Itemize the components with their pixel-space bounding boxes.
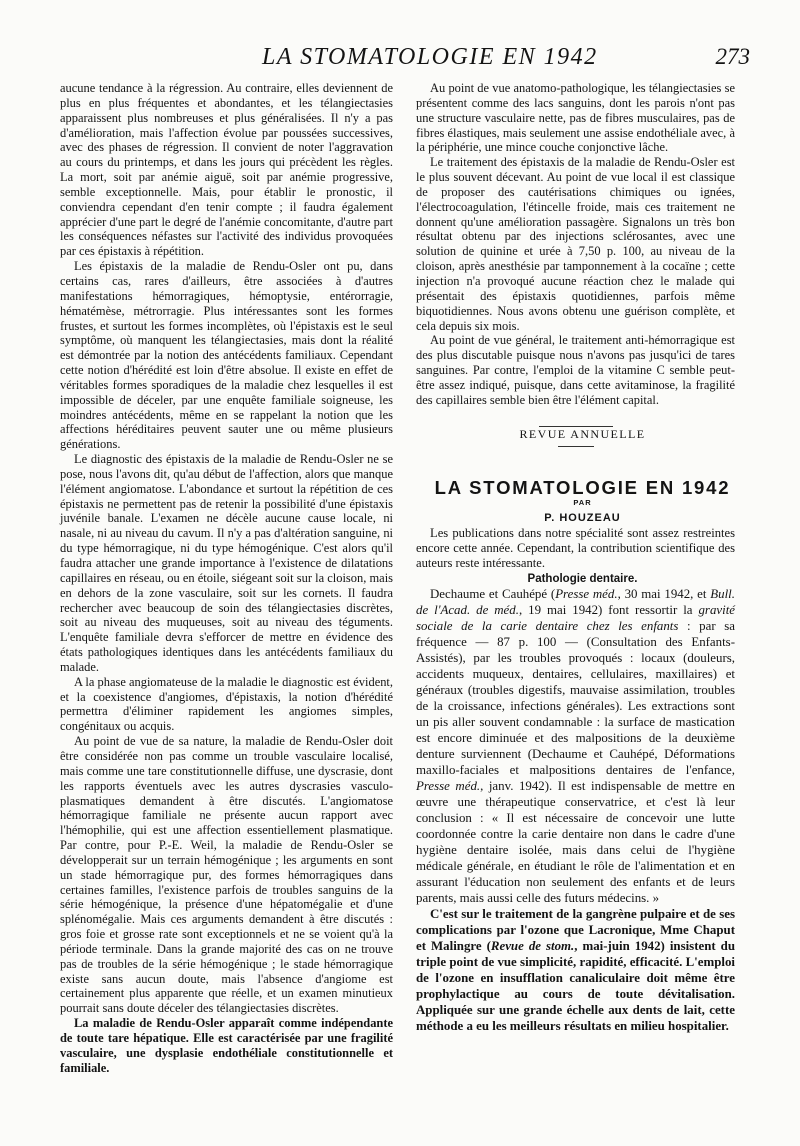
text-run: C'est sur le traitement de la gangrène pulpaire et de ses complications par l'ozone que Lacronique, Mme Chaput et Malingre ( [416,907,735,954]
text-run: , mai-juin 1942) insistent du triple point de vue simplicité, rapidité, efficacité. L'emploi de l'ozone en insufflation canaliculaire doit même être prophylactique au cours de toute dévitalisation. Appliquée sur une grande échelle aux dents de lait, cette méthode a eu les meilleurs résultats en milieu hospitalier. [416,939,735,1034]
paragraph: Les épistaxis de la maladie de Rendu-Osler ont pu, dans certains cas, rares d'ailleurs, être associées à d'autres manifestations hémorragiques, hémoptysie, entérorragie, hématémèse, métrorragie. Plus intéressantes sont les formes frustes, et surtout les formes incomplètes, où l'épistaxis est le seul symptôme, où manquent les télangiectasies, mais dont la réalité est démontrée par la notion des antécédents familiaux. Cependant cette notion d'hérédité est loin d'être absolue. Il existe en effet de véritables formes sporadiques de la maladie chez lesquelles il est impossible de déceler, par une enquête familiale soigneuse, les moindres antécédents, même en se rappelant la notion que les affections héréditaires peuvent sauter une ou même plusieurs générations. [60,259,393,452]
paragraph: Au point de vue général, le traitement anti-hémorragique est des plus discutable puisque nous n'avons pas jusqu'ici de tares sanguines. Par contre, l'emploi de la vitamine C semble peut-être assez indiqué, puisque, dans cette avitaminose, la fragilité des capillaires semble bien être l'élément capital. [416,333,735,407]
paragraph [416,586,735,906]
section-heading: Pathologie dentaire. [527,572,638,585]
text-run: , janv. 1942). Il est indispensable de mettre en œuvre une thérapeutique conservatrice, et c'est là leur conclusion : « Il est nécessaire de concevoir une lutte coordonnée contre la carie dentaire non dans le cadre d'une hygiène dentaire isolée, mais dans celui de l'hygiène médicale générale, en étudiant le rôle de l'alimentation et en assurant l'éducation non seulement des enfants et de leurs parents, mais aussi celle des futurs médecins. » [416,779,735,906]
rubric-label: REVUE ANNUELLE [519,426,646,441]
paragraph: La maladie de Rendu-Osler apparaît comme indépendante de toute tare hépatique. Elle est caractérisée par une fragilité vasculaire, une dysplasie endothéliale constitutionnelle et familiale. [60,1016,393,1075]
citation-journal: Revue de stom. [490,939,575,954]
byline-par: PAR [573,498,592,508]
paragraph: Le traitement des épistaxis de la maladie de Rendu-Osler est le plus souvent décevant. Au point de vue local il est classique de proposer des cautérisations chimiques ou ignées, l'électrocoagulation, l'étincelle froide, mais ces traitement ne donnent qu'une amélioration passagère. Signalons un très bon résultat obtenu par des injections sclérosantes, avec une solution de quinine et urée à 7,50 p. 100, au niveau de la cloison, après anesthésie par tamponnement à la cocaïne ; cette injection n'a provoqué aucune réaction chez le malade qui présentait des épistaxis quotidiennes, parfois même biquotidiennes. Nous avons obtenu une guérison complète, et cela depuis six mois. [416,155,735,333]
article-title: LA STOMATOLOGIE EN 1942 [434,477,731,499]
intro-paragraph: Les publications dans notre spécialité sont assez restreintes encore cette année. Cependant, la contribution scientifique des auteurs reste intéressante. [416,525,735,571]
paragraph: Le diagnostic des épistaxis de la maladie de Rendu-Osler ne se pose, nous l'avons dit, qu'au début de l'affection, alors que manque l'élément angiomatose. L'abondance et surtout la répétition de ces épistaxis ne permettent pas de retenir la possibilité d'une épistaxis juvénile banale. L'examen ne décèle aucune cause locale, ni nasale, ni au niveau du cavum. Il n'y a pas d'altération sanguine, ni du type hémorragique, ni du type hémogénique. C'est alors qu'il faudra attacher une grande importance à l'existence de dilatations capillaires en réseau, ou en étoile, siégeant soit sur la cloison, mais en dehors de la zone vasculaire, soit sur les cornets. Il faudra rechercher avec beaucoup de soin des télangiectasies discrètes, soit au niveau des muqueuses, soit au niveau des téguments. L'enquête familiale devra s'efforcer de mettre en évidence des états pathologiques identiques dans les antécédents familiaux du malade. [60,452,393,674]
paragraph: Au point de vue anatomo-pathologique, les télangiectasies se présentent comme des lacs sanguins, dont les parois n'ont pas une structure vasculaire nette, pas de fibres musculaires, pas de fibres élastiques, mais seulement une assise endothéliale avec, à la périphérie, une mince couche conjonctive lâche. [416,81,735,155]
text-run: , 19 mai 1942) font ressortir la [518,603,699,618]
rubric-underline [558,446,594,447]
text-run: : par sa fréquence — 87 p. 100 — (Consultation des Enfants-Assistés), par les troubles provoqués : locaux (douleurs, accidents muqueux, dentaires, cellulaires, maxillaires) et généraux (troubles digestifs, mauvaise assimilation, troubles de la croissance, infections générales). Les extractions sont un pis aller souvent condamnable : la surface de mastication est encore diminuée et des malpositions de la deuxième denture surviennent (Dechaume et Cauhépé, Déformations maxillo-faciales et malpositions dentaires de l'enfance, [416,619,735,778]
paragraph: Au point de vue de sa nature, la maladie de Rendu-Osler doit être considérée non pas comme un trouble vasculaire localisé, mais comme une tare constitutionnelle diffuse, une dyscrasie, dont les rapports éventuels avec les autres dyscrasies vasculo-plasmatiques demandent à être discutés. L'angiomatose hémorragique familiale ne présente aucun rapport avec l'hémophilie, qui est une affection essentiellement plasmatique. Par contre, pour P.-E. Weil, la maladie de Rendu-Osler se développerait sur un terrain hémogénique ; les arguments en sont un stade hémorragique pur, des formes hémorragiques dans certaines familles, l'existence parfois de troubles sanguins de la série hémogénique, la présence d'une hépatomégalie et d'une splénomégalie. Mais ces arguments demandent à être discutés : gros foie et grosse rate sont exceptionnels et ne se voient qu'à la période terminale. Dans la grande majorité des cas on ne trouve pas de troubles de la série hémogénique ; le stade hémorragique existe sans aucun doute, mais l'absence d'angiome est certainement plus apparente que réelle, et un examen minutieux pourrait sans doute déceler des télangiectasies discrètes. [60,734,393,1016]
text-run: Dechaume et Cauhépé ( [430,587,556,602]
paragraph: aucune tendance à la régression. Au contraire, elles deviennent de plus en plus fréquentes et abondantes, et les télangiectasies apparaissent plus nombreuses et plus généralisées. Il n'y a pas d'amélioration, mais l'affection évolue par poussées successives, avec des phases de régression. Il convient de noter l'aggravation au cours du printemps, et dans les jours qui précèdent les règles. La mort, soit par anémie aiguë, soit par anémie progressive, semble exceptionnelle. Mais, pour établir le pronostic, il conviendra cependant d'en tenir compte ; il faudra également apprécier d'une part le degré de l'anémie concomitante, d'autre part les conséquences néfastes sur l'activité des individus provoquées par ces épistaxis à répétition. [60,81,393,259]
citation-journal: Bull. de l'Acad. de méd. [416,587,735,618]
text-run: , 30 mai 1942, et [617,587,711,602]
left-column [60,81,393,1076]
page-number: 273 [715,44,750,69]
paragraph [416,906,735,1034]
citation-journal: Presse méd. [416,779,481,794]
running-title: LA STOMATOLOGIE EN 1942 [262,44,598,70]
citation-journal: Presse méd. [555,587,618,602]
author-name: P. HOUZEAU [544,512,621,525]
paragraph: A la phase angiomateuse de la maladie le diagnostic est évident, et la coexistence d'angiomes, d'épistaxis, la notion d'hérédité permettra d'éliminer rapidement les angiomes simples, congénitaux ou acquis. [60,674,393,734]
emphasis: gravité sociale de la carie dentaire chez les enfants [416,603,735,634]
right-column [416,81,735,1034]
